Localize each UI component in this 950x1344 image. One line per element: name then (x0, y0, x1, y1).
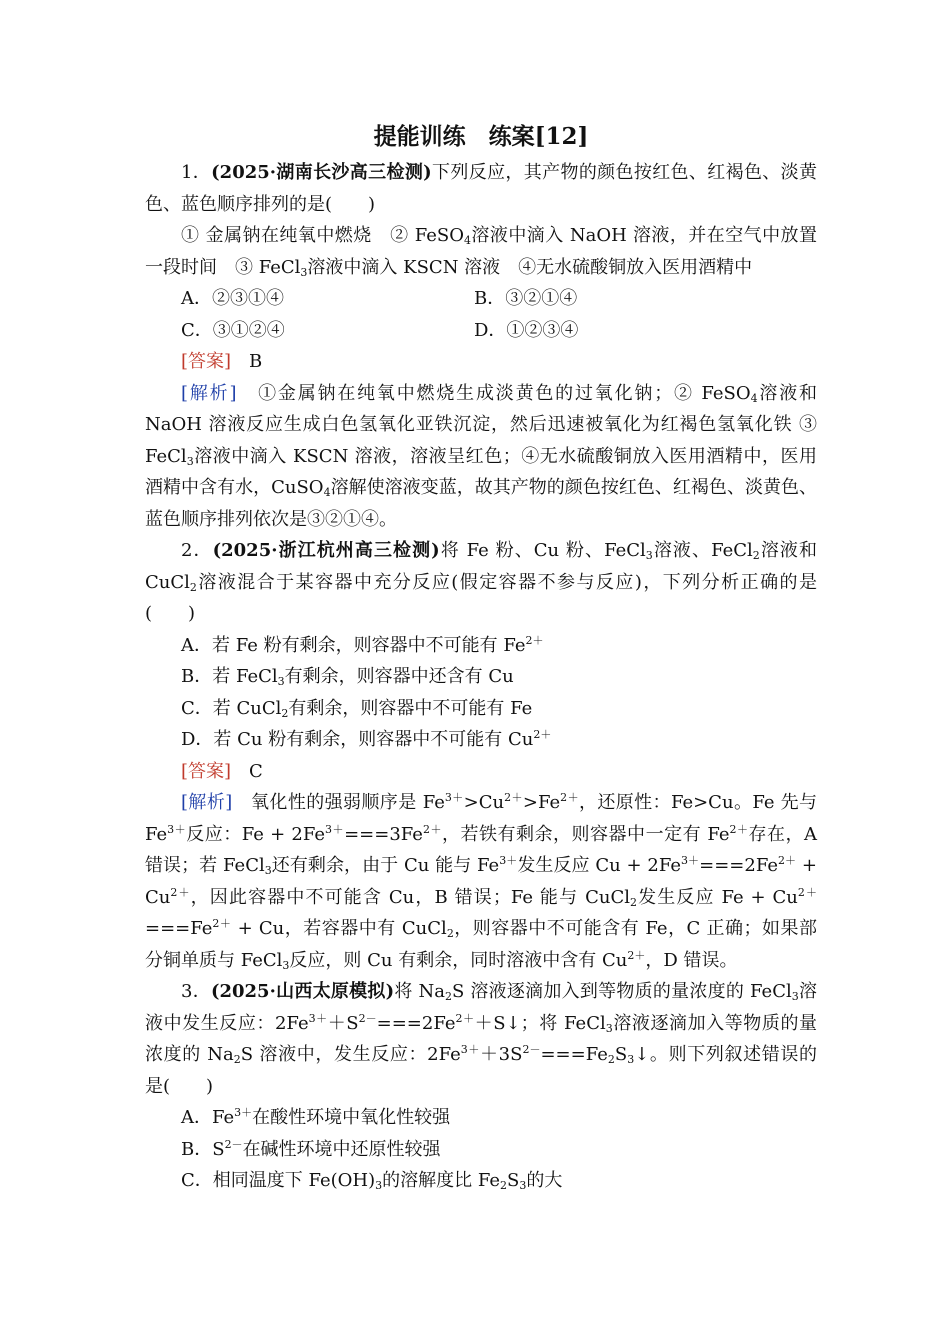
question-1-options-row-2 (145, 315, 817, 347)
option-b[interactable]: B．若 FeCl$_3$有剩余，则容器中还含有 Cu (181, 666, 514, 688)
option-a[interactable]: A．②③①④ (181, 288, 284, 309)
option-d[interactable]: D．若 Cu 粉有剩余，则容器中不可能有 $Cu^{2+}$ (181, 728, 552, 750)
option-d[interactable]: D．①②③④ (474, 319, 579, 341)
question-1-options-row-1 (145, 283, 817, 315)
analysis-tag: [解析] (181, 792, 233, 813)
question-source: (2025·浙江杭州高三检测) (212, 540, 440, 561)
page-title: 提能训练 练案[12] (373, 123, 589, 150)
question-2-stem: 2．(2025·浙江杭州高三检测)将 Fe 粉、Cu 粉、FeCl$_3$溶液、FeCl$_2$溶液和 CuCl$_2$溶液混合于某容器中充分反应(假定容器不参与反应)，下列分析正确的是( ) (145, 540, 818, 624)
question-source: (2025·山西太原模拟) (210, 981, 395, 1002)
option-a[interactable]: A．若 Fe 粉有剩余，则容器中不可能有 $Fe^{2+}$ (181, 633, 544, 656)
option-c[interactable]: C．相同温度下 $Fe(OH)_3$的溶解度比 $Fe_2S_3$的大 (181, 1170, 563, 1192)
option-a[interactable]: A．$Fe^{3+}$在酸性环境中氧化性较强 (181, 1106, 451, 1128)
option-c[interactable]: C．③①②④ (181, 319, 285, 341)
option-c[interactable]: C．若 CuCl$_2$有剩余，则容器中不可能有 Fe (181, 697, 533, 720)
answer-tag: [答案] (181, 351, 232, 372)
question-2-answer: [答案] C (181, 760, 263, 782)
question-1-items: ① 金属钠在纯氧中燃烧 ② FeSO$_4$溶液中滴入 NaOH 溶液，并在空气中放置一段时间 ③ FeCl$_3$溶液中滴入 KSCN 溶液 ④无水硫酸铜放入医用酒精中 (145, 225, 817, 279)
analysis-tag: [解析] (181, 382, 237, 404)
exercise-page (145, 118, 817, 1197)
option-b[interactable]: B．③②①④ (474, 288, 578, 309)
question-1-stem: 1．(2025·湖南长沙高三检测)下列反应，其产物的颜色按红色、红褐色、淡黄色、蓝色顺序排列的是( ) (145, 162, 817, 215)
question-2-analysis: [解析] 氧化性的强弱顺序是 $Fe^{3+}>Cu^{2+}>Fe^{2+}$，还原性：Fe>Cu。Fe 先与 $Fe^{3+}$反应：$Fe + 2Fe^{3+}===3Fe^{2+}$，若铁有剩余，则容器中一定有 $Fe^{2+}$存在，A 错误；若 FeCl$_3$还有剩余，由于 Cu 能与 $Fe^{3+}$发生反应 $Cu + 2Fe^{3+}===2Fe^{2+} + Cu^{2+}$，因此容器中不可能含 Cu，B 错误；Fe 能与 CuCl$_2$发生反应 $Fe + Cu^{2+}===Fe^{2+} + Cu$，若容器中有 CuCl$_2$，则容器中不可能含有 Fe，C 正确；如果部分铜单质与 FeCl$_3$反应，则 Cu 有剩余，同时溶液中含有 $Cu^{2+}$，D 错误。 (145, 791, 818, 972)
question-1-analysis: [解析] ①金属钠在纯氧中燃烧生成淡黄色的过氧化钠；② FeSO$_4$溶液和 NaOH 溶液反应生成白色氢氧化亚铁沉淀，然后迅速被氧化为红褐色氢氧化铁 ③ FeCl$_3$溶液中滴入 KSCN 溶液，溶液呈红色；④无水硫酸铜放入医用酒精中，医用酒精中含有水，CuSO$_4$溶解使溶液变蓝，故其产物的颜色按红色、红褐色、淡黄色、蓝色顺序排列依次是③②①④。 (145, 382, 818, 530)
answer-tag: [答案] (181, 760, 232, 782)
option-b[interactable]: B．$S^{2-}$在碱性环境中还原性较强 (181, 1137, 441, 1160)
question-3-stem: 3．(2025·山西太原模拟)将 $Na_2S$ 溶液逐滴加入到等物质的量浓度的 FeCl$_3$溶液中发生反应：$2Fe^{3+}+S^{2-}===2Fe^{2+}+S↓$；将 FeCl$_3$溶液逐滴加入等物质的量浓度的 $Na_2S$ 溶液中，发生反应：$2Fe^{3+}+3S^{2-}===Fe_2S_3↓$。则下列叙述错误的是( ) (145, 981, 818, 1097)
question-source: (2025·湖南长沙高三检测) (211, 162, 432, 183)
question-1-answer: [答案] B (181, 351, 263, 372)
